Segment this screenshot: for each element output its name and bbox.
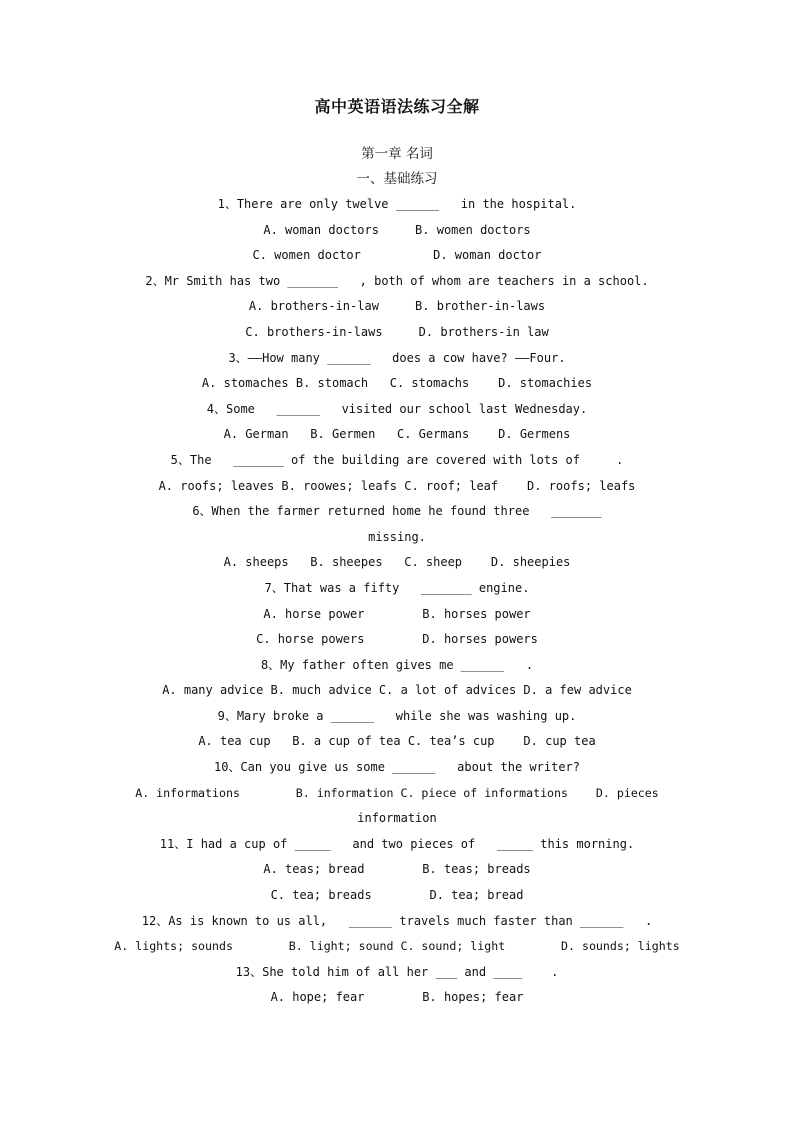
- options-line: C. women doctor D. woman doctor: [252, 248, 542, 263]
- options-line: A. teas; bread B. teas; breads: [263, 862, 531, 877]
- options-line: A. horse power B. horses power: [263, 606, 531, 621]
- options-line: C. brothers-in-laws D. brothers-in law: [245, 324, 549, 339]
- document-title: 高中英语语法练习全解: [314, 97, 480, 116]
- question-line: 10、Can you give us some ______ about the writer?: [213, 760, 580, 775]
- question-line: 5、The _______ of the building are covered with lots of .: [170, 452, 624, 467]
- options-line: A. woman doctors B. women doctors: [263, 222, 531, 237]
- question-line: 6、When the farmer returned home he found three _______: [192, 504, 602, 519]
- exercise-lines: [0, 192, 794, 1011]
- options-line: C. horse powers D. horses powers: [256, 632, 538, 647]
- section-heading: 一、基础练习: [356, 171, 438, 187]
- options-line: A. hope; fear B. hopes; fear: [270, 990, 524, 1005]
- options-line: C. tea; breads D. tea; bread: [270, 888, 524, 903]
- options-line: A. sheeps B. sheepes C. sheep D. sheepies: [223, 555, 571, 570]
- question-line: 9、Mary broke a ______ while she was washing up.: [217, 708, 577, 723]
- options-line: A. German B. Germen C. Germans D. Germens: [223, 427, 571, 442]
- question-line: 1、There are only twelve ______ in the hospital.: [217, 197, 577, 211]
- question-line: 11、I had a cup of _____ and two pieces of _____ this morning.: [159, 836, 635, 851]
- options-line: A. brothers-in-law B. brother-in-laws: [248, 299, 546, 314]
- question-continuation: missing.: [368, 529, 426, 544]
- question-line: 2、Mr Smith has two _______ , both of whom are teachers in a school.: [145, 273, 649, 288]
- question-line: 4、Some ______ visited our school last Wednesday.: [206, 401, 588, 416]
- question-line: 12、As is known to us all, ______ travels much faster than ______ .: [141, 913, 653, 928]
- options-line: A. informations B. information C. piece of informations D. pieces: [135, 785, 659, 800]
- question-line: 7、That was a fifty _______ engine.: [264, 580, 530, 595]
- chapter-heading: 第一章 名词: [361, 146, 433, 162]
- options-line: A. lights; sounds B. light; sound C. sound; light D. sounds; lights: [114, 939, 680, 954]
- options-line: A. tea cup B. a cup of tea C. tea’s cup D. cup tea: [198, 734, 596, 749]
- question-line: 3、——How many ______ does a cow have? ——Four.: [228, 350, 566, 365]
- options-line: A. roofs; leaves B. roowes; leafs C. roof; leaf D. roofs; leafs: [158, 478, 636, 493]
- question-line: 13、She told him of all her ___ and ____ .: [235, 964, 559, 979]
- options-continuation: information: [357, 811, 437, 826]
- options-line: A. stomaches B. stomach C. stomachs D. stomachies: [201, 376, 593, 391]
- options-line: A. many advice B. much advice C. a lot of advices D. a few advice: [162, 683, 632, 698]
- question-line: 8、My father often gives me ______ .: [260, 657, 534, 672]
